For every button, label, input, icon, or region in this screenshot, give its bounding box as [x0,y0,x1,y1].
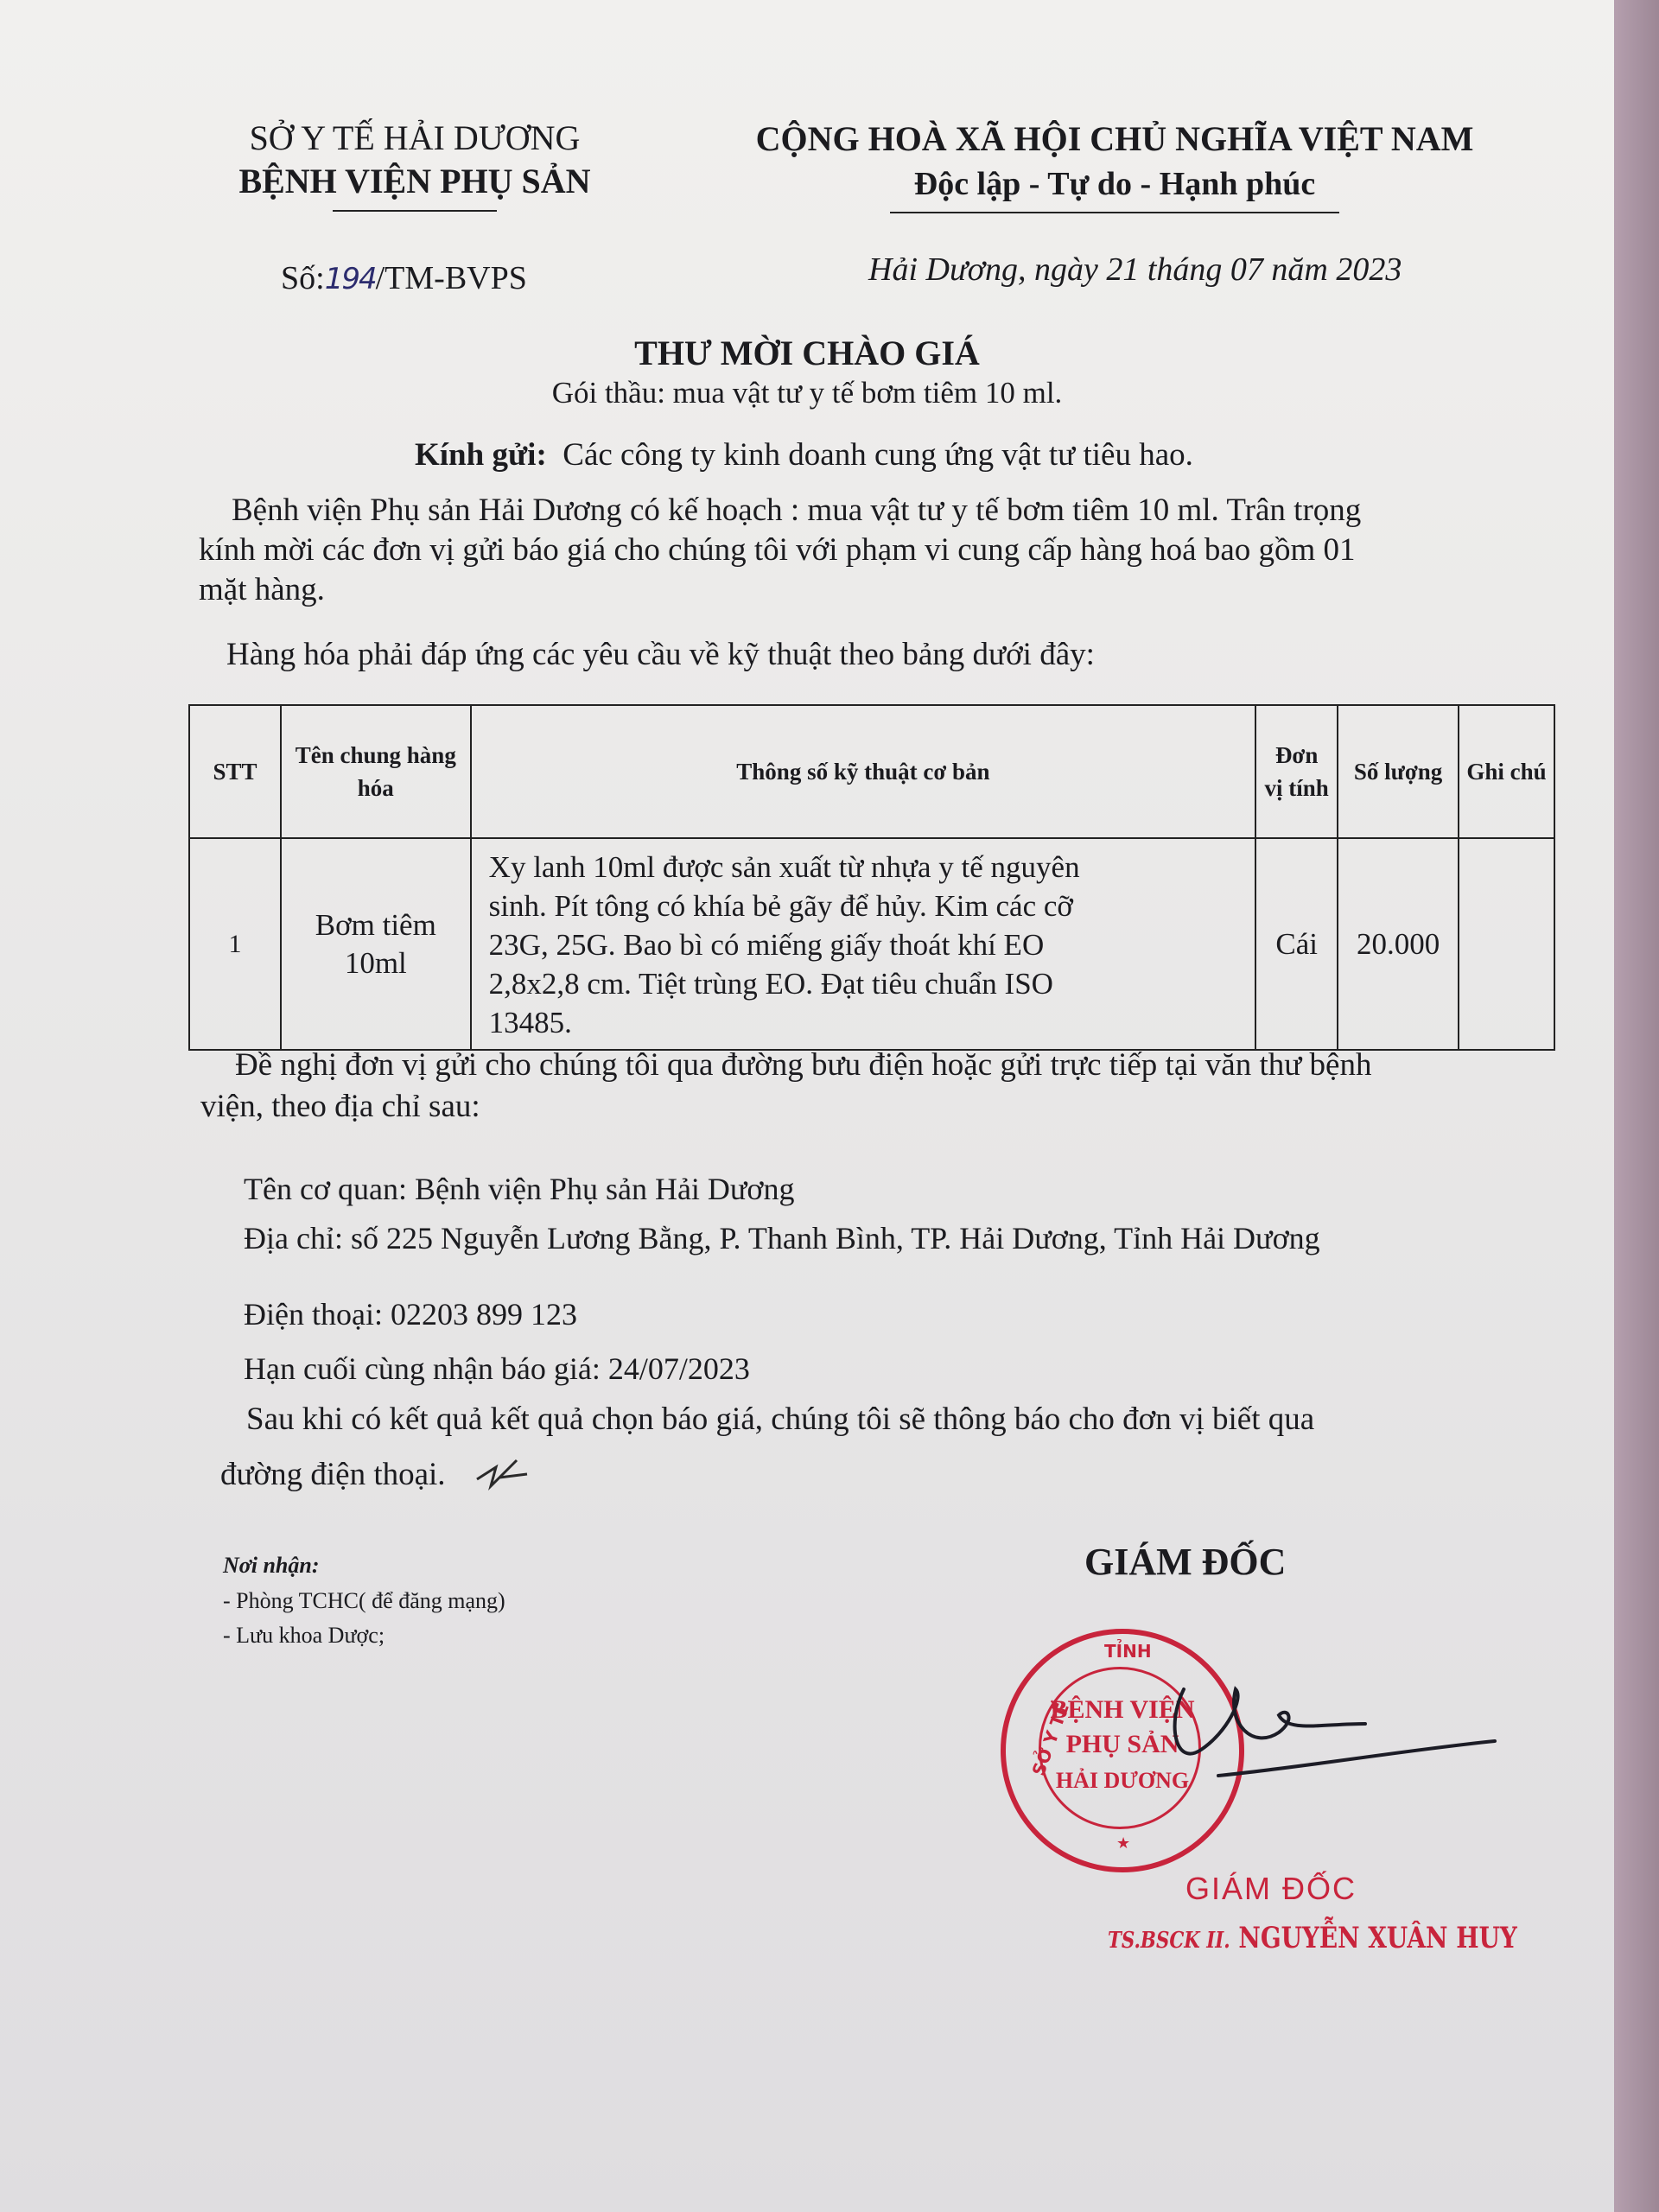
intro-line-3: mặt hàng. [199,572,325,607]
cell-unit: Cái [1255,838,1338,1050]
request-line-1: Đề nghị đơn vị gửi cho chúng tôi qua đường bưu điện hoặc gửi trực tiếp tại văn thư bệnh [235,1047,1372,1083]
national-header [726,117,1503,213]
spec-line: Xy lanh 10ml được sản xuất từ nhựa y tế nguyên [488,850,1080,884]
agency-name: Tên cơ quan: Bệnh viện Phụ sản Hải Dương [244,1172,795,1206]
header-unit: Đơn vị tính [1255,705,1338,838]
header-name: Tên chung hàng hóa [281,705,471,838]
signer-fullname: NGUYỄN XUÂN HUY [1238,1921,1517,1955]
document-title: THƯ MỜI CHÀO GIÁ [634,334,980,372]
header-spec: Thông số kỹ thuật cơ bản [471,705,1256,838]
signer-role: GIÁM ĐỐC [1084,1541,1287,1583]
document-number [281,259,527,297]
issuer-department: SỞ Y TẾ HẢI DƯƠNG [249,118,581,157]
stamp-line-1: BỆNH VIỆN [1050,1695,1195,1724]
intro-line-1: Bệnh viện Phụ sản Hải Dương có kế hoạch : mua vật tư y tế bơm tiêm 10 ml. Trân trọng [232,493,1362,528]
initials-scribble [474,1452,534,1495]
stamp-left-text: SỞ Y TẾ [1027,1700,1074,1779]
request-line-2: viện, theo địa chỉ sau: [200,1089,480,1124]
table-header-row [189,705,1554,838]
header-note: Ghi chú [1459,705,1554,838]
stamp-top-text: TỈNH [1104,1641,1152,1662]
header-stt: STT [189,705,281,838]
national-title: CỘNG HOÀ XÃ HỘI CHỦ NGHĨA VIỆT NAM [755,119,1474,158]
agency-address: Địa chỉ: số 225 Nguyễn Lương Bằng, P. Thanh Bình, TP. Hải Dương, Tỉnh Hải Dương [244,1221,1320,1255]
spec-line: sinh. Pít tông có khía bẻ gãy để hủy. Kim các cỡ [488,889,1073,923]
background-edge [1614,0,1659,2212]
signer-name [1108,1921,1517,1955]
national-motto: Độc lập - Tự do - Hạnh phúc [913,166,1316,202]
quote-deadline: Hạn cuối cùng nhận báo giá: 24/07/2023 [244,1351,750,1386]
recipient-label: Kính gửi: [415,437,547,473]
intro-line-2: kính mời các đơn vị gửi báo giá cho chúng tôi với phạm vi cung cấp hàng hoá bao gồm 01 [199,532,1356,568]
closing-line-2: đường điện thoại. [220,1457,446,1492]
cell-note [1459,838,1554,1050]
issuer-block [216,117,613,212]
header-qty: Số lượng [1338,705,1459,838]
number-prefix: Số: [281,260,325,296]
recipients-label: Nơi nhận: [223,1553,320,1578]
signer-title: TS.BSCK II. [1108,1928,1230,1954]
motto-underline [890,212,1339,213]
recipient-item-2: - Lưu khoa Dược; [223,1623,385,1648]
recipient-text: Các công ty kinh doanh cung ứng vật tư tiêu hao. [563,437,1193,473]
recipient-line [415,436,1193,474]
table-row [189,838,1554,1050]
intro-line-4: Hàng hóa phải đáp ứng các yêu cầu về kỹ thuật theo bảng dưới đây: [226,637,1095,672]
cell-stt: 1 [189,838,281,1050]
stamp-line-3: HẢI DƯƠNG [1055,1768,1190,1793]
issuer-underline [333,210,497,212]
document-subtitle: Gói thầu: mua vật tư y tế bơm tiêm 10 ml. [551,376,1063,410]
recipient-item-1: - Phòng TCHC( để đăng mạng) [223,1588,505,1613]
agency-phone: Điện thoại: 02203 899 123 [244,1297,577,1332]
number-suffix: /TM-BVPS [375,260,527,296]
spec-line: 13485. [488,1006,572,1039]
closing-line-1: Sau khi có kết quả kết quả chọn báo giá, chúng tôi sẽ thông báo cho đơn vị biết qua [246,1402,1315,1437]
cell-spec [471,838,1256,1050]
signature-scribble [1149,1672,1512,1810]
goods-table [188,704,1555,1051]
signer-caption: GIÁM ĐỐC [1185,1871,1357,1906]
document-date: Hải Dương, ngày 21 tháng 07 năm 2023 [868,251,1402,288]
cell-name: Bơm tiêm 10ml [281,838,471,1050]
stamp-star-icon: ★ [1116,1834,1131,1853]
spec-line: 23G, 25G. Bao bì có miếng giấy thoát khí EO [488,928,1045,962]
spec-line: 2,8x2,8 cm. Tiệt trùng EO. Đạt tiêu chuẩn ISO [488,967,1053,1001]
number-handwritten: 194 [324,262,376,296]
stamp-line-2: PHỤ SẢN [1065,1730,1179,1758]
cell-qty: 20.000 [1338,838,1459,1050]
issuer-hospital: BỆNH VIỆN PHỤ SẢN [238,162,591,200]
